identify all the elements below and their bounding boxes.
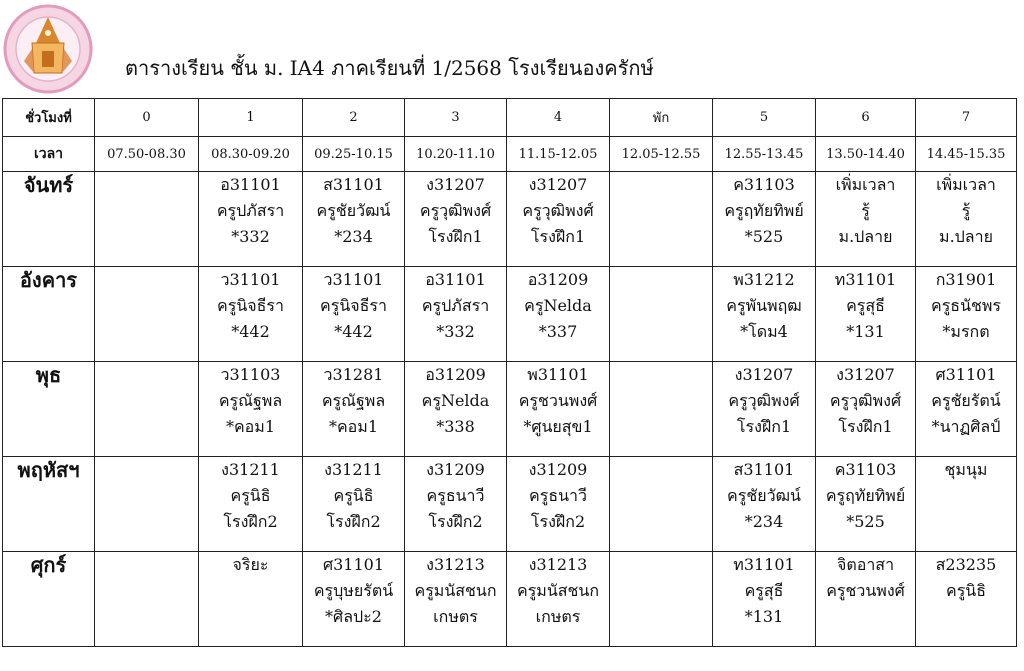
class-cell xyxy=(916,552,1017,647)
teacher-name: ครูนิจธีรา xyxy=(320,296,387,315)
subject-code: ง31209 xyxy=(528,460,588,479)
time-range: 07.50-08.30 xyxy=(95,137,199,172)
class-cell xyxy=(610,172,713,267)
class-cell xyxy=(95,552,199,647)
teacher-name: ครูธนาวี xyxy=(426,486,485,505)
teacher-name: ครูนิธิ xyxy=(946,581,986,600)
teacher-name: ครูชัยวัฒน์ xyxy=(316,201,391,220)
teacher-name: ครูนิธิ xyxy=(230,486,271,505)
subject-code: ส31101 xyxy=(733,460,795,479)
class-cell xyxy=(713,362,816,457)
class-cell xyxy=(95,172,199,267)
class-cell xyxy=(405,267,507,362)
class-cell xyxy=(816,552,916,647)
day-name: อังคาร xyxy=(3,267,95,362)
subject-code: ง31209 xyxy=(426,460,485,479)
time-range: 13.50-14.40 xyxy=(816,137,916,172)
subject-code: ส31101 xyxy=(323,175,384,194)
subject-code: ว31103 xyxy=(220,365,281,384)
class-cell xyxy=(199,362,303,457)
room-name: *มรกต xyxy=(942,322,990,341)
subject-code: จิตอาสา xyxy=(836,555,895,574)
class-cell xyxy=(610,267,713,362)
class-cell xyxy=(405,172,507,267)
day-row xyxy=(3,457,1017,552)
teacher-name: ครูNelda xyxy=(524,296,592,315)
class-cell xyxy=(95,267,199,362)
class-cell xyxy=(713,552,816,647)
room-name: โรงฝึก1 xyxy=(428,227,483,246)
period-number: 7 xyxy=(916,99,1017,137)
teacher-name: ครูสุธี xyxy=(846,296,885,315)
teacher-name: ครูฤทัยทิพย์ xyxy=(825,486,906,505)
class-cell xyxy=(95,457,199,552)
class-cell xyxy=(303,457,405,552)
class-cell xyxy=(916,457,1017,552)
room-name: *คอม1 xyxy=(328,417,379,436)
school-logo xyxy=(2,3,94,95)
period-number: พัก xyxy=(610,99,713,137)
subject-code: พ31101 xyxy=(527,365,589,384)
page-title: ตารางเรียน ชั้น ม. IA4 ภาคเรียนที่ 1/2568 โรงเรียนองครักษ์ xyxy=(125,56,654,80)
room-name: *332 xyxy=(231,227,270,246)
class-cell xyxy=(199,552,303,647)
teacher-name: รู้ xyxy=(861,201,870,220)
time-range: 12.05-12.55 xyxy=(610,137,713,172)
class-cell xyxy=(916,172,1017,267)
day-name: พฤหัสฯ xyxy=(3,457,95,552)
subject-code: ง31211 xyxy=(324,460,383,479)
room-name: *ศูนยสุข1 xyxy=(523,417,593,436)
room-name: *337 xyxy=(538,322,578,341)
period-number: 4 xyxy=(507,99,610,137)
room-name: *131 xyxy=(744,607,784,626)
teacher-name: ครูณัฐพล xyxy=(218,391,283,410)
subject-code: ง31207 xyxy=(836,365,895,384)
room-name: *234 xyxy=(744,512,784,531)
subject-code: อ31101 xyxy=(425,270,486,289)
class-cell xyxy=(507,267,610,362)
day-row xyxy=(3,172,1017,267)
subject-code: อ31209 xyxy=(425,365,486,384)
room-name: *นาฏศิลป์ xyxy=(931,417,1001,436)
class-cell xyxy=(303,267,405,362)
class-cell xyxy=(199,457,303,552)
subject-code: ว31101 xyxy=(220,270,281,289)
time-range: 12.55-13.45 xyxy=(713,137,816,172)
room-name: *442 xyxy=(334,322,373,341)
class-cell xyxy=(916,362,1017,457)
room-name: โรงฝึก1 xyxy=(736,417,792,436)
time-range: 08.30-09.20 xyxy=(199,137,303,172)
subject-code: ง31207 xyxy=(528,175,588,194)
room-name: เกษตร xyxy=(535,607,581,626)
class-cell xyxy=(610,362,713,457)
subject-code: อ31209 xyxy=(527,270,589,289)
class-cell xyxy=(507,552,610,647)
teacher-name: รู้ xyxy=(961,201,971,220)
class-cell xyxy=(916,267,1017,362)
period-number: 3 xyxy=(405,99,507,137)
subject-code: เพิ่มเวลา xyxy=(835,175,896,194)
room-name: *คอม1 xyxy=(225,417,276,436)
subject-code: ค31103 xyxy=(733,175,795,194)
class-cell xyxy=(199,267,303,362)
teacher-name: ครูชัยรัตน์ xyxy=(931,391,1001,410)
teacher-name: ครูชัยวัฒน์ xyxy=(727,486,801,505)
teacher-name: ครูวุฒิพงศ์ xyxy=(419,201,492,220)
period-header-row xyxy=(3,99,1017,137)
period-number: 0 xyxy=(95,99,199,137)
class-cell xyxy=(610,457,713,552)
day-row xyxy=(3,552,1017,647)
class-cell xyxy=(303,362,405,457)
period-number: 6 xyxy=(816,99,916,137)
room-name: *338 xyxy=(436,417,475,436)
subject-code: พ31212 xyxy=(733,270,795,289)
timetable xyxy=(2,98,1017,647)
class-cell xyxy=(405,552,507,647)
time-label: เวลา xyxy=(3,137,95,172)
subject-code: จริยะ xyxy=(232,555,269,574)
class-cell xyxy=(713,267,816,362)
teacher-name: ครูบุษยรัตน์ xyxy=(313,581,394,600)
day-row xyxy=(3,362,1017,457)
room-name: *โดม4 xyxy=(740,322,788,341)
class-cell xyxy=(507,362,610,457)
room-name: โรงฝึก2 xyxy=(530,512,586,531)
room-name: *131 xyxy=(846,322,885,341)
time-row xyxy=(3,137,1017,172)
teacher-name: ครูวุฒิพงศ์ xyxy=(829,391,902,410)
room-name: โรงฝึก1 xyxy=(530,227,586,246)
room-name: *525 xyxy=(846,512,885,531)
class-cell xyxy=(816,267,916,362)
subject-code: ศ31101 xyxy=(322,555,385,574)
teacher-name: ครูวุฒิพงศ์ xyxy=(728,391,800,410)
subject-code: เพิ่มเวลา xyxy=(936,175,996,194)
room-name: *525 xyxy=(744,227,784,246)
subject-code: ศ31101 xyxy=(935,365,997,384)
teacher-name: ครูธนัชพร xyxy=(931,296,1001,315)
teacher-name: ครูปภัสรา xyxy=(421,296,490,315)
period-label: ชั่วโมงที่ xyxy=(3,99,95,137)
room-name: โรงฝึก2 xyxy=(223,512,278,531)
time-range: 10.20-11.10 xyxy=(405,137,507,172)
class-cell xyxy=(95,362,199,457)
teacher-name: ครูNelda xyxy=(421,391,490,410)
time-range: 09.25-10.15 xyxy=(303,137,405,172)
class-cell xyxy=(507,172,610,267)
subject-code: ง31213 xyxy=(426,555,485,574)
day-name: จันทร์ xyxy=(3,172,95,267)
class-cell xyxy=(405,362,507,457)
subject-code: ง31207 xyxy=(734,365,794,384)
room-name: *234 xyxy=(334,227,373,246)
room-name: *ศิลปะ2 xyxy=(325,607,382,626)
subject-code: ท31101 xyxy=(834,270,897,289)
class-cell xyxy=(507,457,610,552)
subject-code: ก31901 xyxy=(935,270,997,289)
period-number: 5 xyxy=(713,99,816,137)
class-cell xyxy=(713,457,816,552)
room-name: โรงฝึก1 xyxy=(838,417,893,436)
room-name: *442 xyxy=(231,322,270,341)
time-range: 11.15-12.05 xyxy=(507,137,610,172)
teacher-name: ครูวุฒิพงศ์ xyxy=(522,201,594,220)
teacher-name: ครูมนัสชนก xyxy=(516,581,600,600)
subject-code: ส23235 xyxy=(935,555,997,574)
room-name: โรงฝึก2 xyxy=(428,512,483,531)
teacher-name: ครูธนาวี xyxy=(529,486,587,505)
subject-code: ว31281 xyxy=(323,365,384,384)
class-cell xyxy=(405,457,507,552)
class-cell xyxy=(199,172,303,267)
class-cell xyxy=(816,172,916,267)
teacher-name: ครูสุธี xyxy=(744,581,784,600)
time-range: 14.45-15.35 xyxy=(916,137,1017,172)
day-name: ศุกร์ xyxy=(3,552,95,647)
room-name: เกษตร xyxy=(433,607,478,626)
teacher-name: ครูชวนพงศ์ xyxy=(826,581,905,600)
teacher-name: ครูฤทัยทิพย์ xyxy=(724,201,804,220)
class-cell xyxy=(303,172,405,267)
teacher-name: ครูณัฐพล xyxy=(321,391,386,410)
teacher-name: ครูนิจธีรา xyxy=(217,296,284,315)
teacher-name: ครูมนัสชนก xyxy=(414,581,497,600)
class-cell xyxy=(713,172,816,267)
period-number: 2 xyxy=(303,99,405,137)
room-name: โรงฝึก2 xyxy=(326,512,381,531)
period-number: 1 xyxy=(199,99,303,137)
subject-code: ง31213 xyxy=(528,555,588,574)
class-cell xyxy=(610,552,713,647)
teacher-name: ครูปภัสรา xyxy=(216,201,285,220)
class-cell xyxy=(816,362,916,457)
day-name: พุธ xyxy=(3,362,95,457)
teacher-name: ครูชวนพงศ์ xyxy=(518,391,598,410)
class-cell xyxy=(303,552,405,647)
teacher-name: ครูนิธิ xyxy=(333,486,374,505)
room-name: *332 xyxy=(436,322,475,341)
subject-code: ง31207 xyxy=(426,175,485,194)
subject-code: ว31101 xyxy=(323,270,384,289)
room-name: ม.ปลาย xyxy=(939,227,993,246)
class-cell xyxy=(816,457,916,552)
day-row xyxy=(3,267,1017,362)
teacher-name: ครูพันพฤฒ xyxy=(726,296,802,315)
subject-code: ท31101 xyxy=(733,555,795,574)
subject-code: ค31103 xyxy=(834,460,897,479)
subject-code: ชุมนุม xyxy=(944,460,988,479)
subject-code: อ31101 xyxy=(220,175,281,194)
room-name: ม.ปลาย xyxy=(838,227,893,246)
subject-code: ง31211 xyxy=(221,460,280,479)
